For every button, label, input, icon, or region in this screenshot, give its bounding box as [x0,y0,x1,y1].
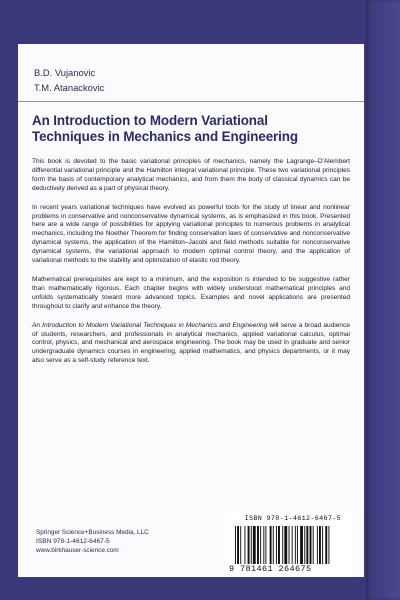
barcode-bar [265,526,266,564]
book-title-italic: An Introduction to Modern Variational Techniques in Mechanics and Engineering [32,321,268,329]
barcode-bar [289,526,290,564]
barcode-bar [306,526,308,564]
description-paragraph-4 [32,322,350,367]
barcode-bar [328,526,329,564]
barcode-bar [313,526,314,564]
barcode-isbn-label: ISBN 978-1-4612-6467-5 [244,515,341,523]
author-2: T.M. Atanackovic [34,82,105,93]
description-paragraph-2: In recent years variational techniques have evolved as powerful tools for the study of linear and nonlinear problems in conservative and nonconservative dynamical systems, as is emphasized in this book. Presented here are a wide range of possibilities for applying variational principles to numerous problems in analytical mechanics, including the Noether Theorem for finding conservation laws of conservative and nonconservative dynamical systems, the application of the Hamilton–Jacobi and field methods suitable for nonconservative dynamical systems, the variational approach to modern optimal control theory, and the application of variational methods to the stability and optimization of elastic rod theory. [32,203,350,265]
book-title [32,113,350,145]
barcode-bar [319,526,321,564]
barcode-number: 9 781461 264675 [229,564,312,574]
barcode-bar [270,526,272,564]
title-line-2: Techniques in Mechanics and Engineering [32,129,298,144]
description-paragraph-1: This book is devoted to the basic variational principles of mechanics, namely the Lagrange–D'Alembert differential variational principle and the Hamilton integral variational principle. These two variational principles form the basis of contemporary analytical mechanics, and from them the body of classical dynamics can be deductively derived as a part of physical theory. [32,158,350,192]
title-line-1: An Introduction to Modern Variational [32,113,268,128]
barcode [225,512,353,576]
publisher-url: www.birkhauser-science.com [36,547,119,555]
barcode-bar [273,526,274,564]
barcode-bar [276,526,277,564]
barcode-bar [253,526,256,564]
barcode-bar [237,526,239,564]
barcode-bar [295,526,296,564]
barcode-bar [251,526,252,564]
barcode-bar [325,526,327,564]
barcode-bar [278,526,280,564]
barcode-bar [310,526,312,564]
barcode-bar [240,526,241,564]
barcode-bar [292,526,293,564]
barcode-bar [244,526,245,564]
barcode-bar [284,526,287,564]
back-cover-panel [18,44,364,577]
barcode-bar [322,526,323,564]
barcode-bar [317,526,318,564]
author-list [34,65,350,95]
spine-band [366,0,400,600]
publisher-info [36,528,186,556]
barcode-bar [263,526,264,564]
publisher-name: Springer Science+Business Media, LLC [36,529,149,536]
barcode-bar [257,526,259,564]
barcode-bar [282,526,283,564]
barcode-bar [304,526,305,564]
barcode-bar [235,526,236,564]
publisher-isbn: ISBN 978-1-4612-6467-5 [36,538,110,546]
barcode-bar [297,526,298,564]
description-paragraph-3: Mathematical prerequisites are kept to a minimum, and the exposition is intended to be suggestive rather than mathematically rigorous. Each chapter begins with widely understood mathematical principles and unfolds systematically toward more advanced topics. Examples and novel applications are presented throughout to clarify and enhance the theory. [32,275,350,310]
barcode-bars [235,526,343,564]
divider [18,101,364,102]
barcode-bar [248,526,250,564]
author-1: B.D. Vujanovic [34,67,96,78]
barcode-bar [260,526,261,564]
paragraph-4-text: will serve a broad audience of students, researchers, and professionals in analytical mechanics, applied variational calculus, optimal control, physics, and mechanical and aerospace engineering. The book may be used in graduate and senior undergraduate dynamics courses in engineering, applied mathematics, and physics departments, or it may also serve as a self-study reference text. [32,321,350,365]
barcode-bar [300,526,303,564]
